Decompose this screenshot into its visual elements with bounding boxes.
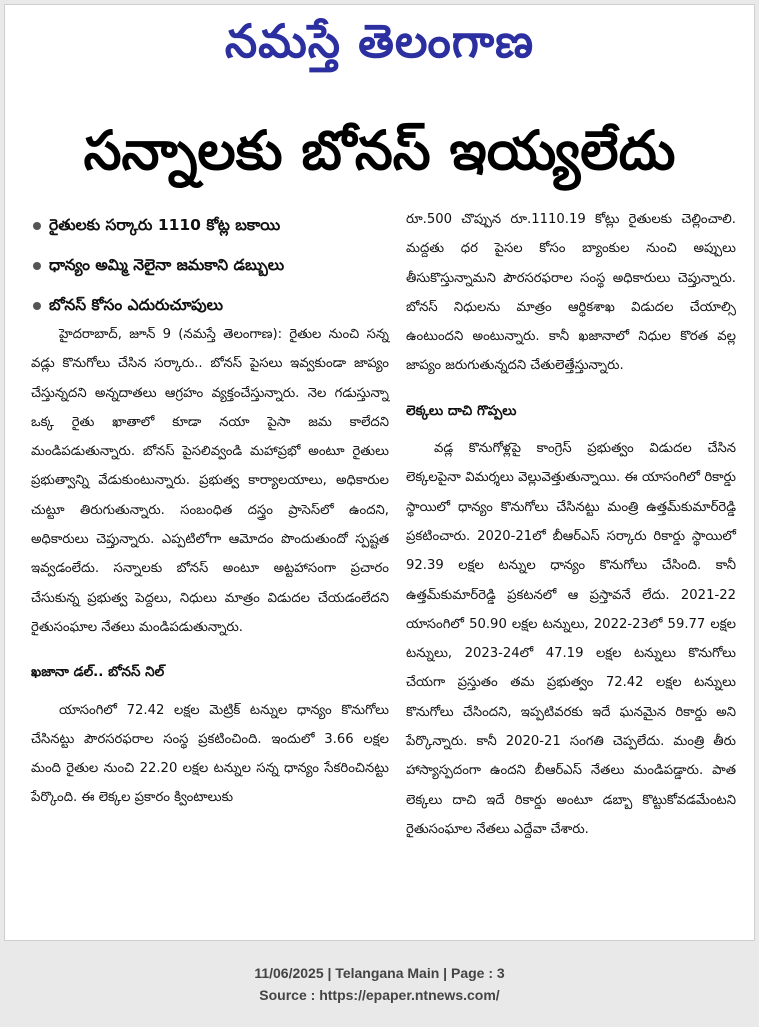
edition-info: 11/06/2025 | Telangana Main | Page : 3 xyxy=(254,965,505,981)
body-paragraph: వడ్ల కొనుగోళ్లపై కాంగ్రెస్ ప్రభుత్వం విడుదల చేసిన లెక్కలపైనా విమర్శలు వెల్లువెత్తుతున్నాయి. ఈ యాసంగిలో రికార్డు స్థాయిలో ధాన్యం కొనుగోలు చేసినట్టు మంత్రి ఉత్తమ్‌కుమార్‌రెడ్డి ప్రకటించారు. 2020-21లో బీఆర్‌ఎస్ సర్కారు రికార్డు స్థాయిలో 92.39 లక్షల టన్నుల ధాన్యం కొనుగోలు చేసింది. కానీ ఉత్తమ్‌కుమార్‌రెడ్డి ప్రకటనలో ఆ ప్రస్తావనే లేదు. 2021-22 యాసంగిలో 50.90 లక్షల టన్నులు, 2022-23లో 59.77 లక్షల టన్నులు, 2023-24లో 47.19 లక్షల టన్నులు కొనుగోలు చేయగా ప్రస్తుతం తమ ప్రభుత్వం 72.42 లక్షల టన్నులు కొనుగోలు చేసిందని, ఇప్పటివరకు ఇదే ఘనమైన రికార్డు అని పేర్కొన్నారు. కానీ 2020-21 సంగతి చెప్పలేదు. మంత్రి తీరు హాస్యాస్పదంగా ఉందని బీఆర్‌ఎస్ నేతలు మండిపడ్డారు. పాత లెక్కలు దాచి ఇదే రికార్డు అంటూ డబ్బా కొట్టుకోవడమేంటని రైతుసంఘాల నేతలు ఎద్దేవా చేశారు. xyxy=(406,441,736,837)
bullet-dot-icon xyxy=(33,222,41,230)
bullet-text: రైతులకు సర్కారు 1110 కోట్ల బకాయి xyxy=(49,216,281,234)
body-paragraph: యాసంగిలో 72.42 లక్షల మెట్రిక్ టన్నుల ధాన్యం కొనుగోలు చేసినట్టు పౌరసరఫరాల సంస్థ ప్రకటించింది. ఇందులో 3.66 లక్షల మంది రైతుల నుంచి 22.20 లక్షల టన్నుల సన్న ధాన్యం సేకరించినట్టు పేర్కొంది. ఈ లెక్కల ప్రకారం క్వింటాలుకు xyxy=(31,702,389,806)
highlight-bullets xyxy=(33,205,399,325)
bullet-text: బోనస్ కోసం ఎదురుచూపులు xyxy=(49,296,223,314)
bullet-text: ధాన్యం అమ్మి నెలైనా జమకాని డబ్బులు xyxy=(49,256,285,274)
bullet-item xyxy=(33,205,399,245)
body-paragraph: రూ.500 చొప్పున రూ.1110.19 కోట్లు రైతులకు చెల్లించాలి. మద్దతు ధర పైసల కోసం బ్యాంకుల నుంచి అప్పులు తీసుకొస్తున్నామని పౌరసరఫరాల సంస్థ అధికారులు చెప్తున్నారు. బోనస్ నిధులను మాత్రం ఆర్థికశాఖ విడుదల చేయాల్సి ఉంటుందని అంటున్నారు. కానీ ఖజానాలో నిధుల కొరత వల్ల జాప్యం జరుగుతున్నదని చేతులెత్తేస్తున్నారు. xyxy=(406,212,736,374)
source-link[interactable]: Source : https://epaper.ntnews.com/ xyxy=(259,987,500,1003)
article-clipping xyxy=(4,4,755,941)
newspaper-masthead: నమస్తే తెలంగాణ xyxy=(224,14,535,68)
right-column xyxy=(406,205,736,844)
section-subhead: ఖజానా డల్.. బోనస్ నిల్ xyxy=(31,664,165,681)
page-footer xyxy=(0,962,759,1006)
bullet-dot-icon xyxy=(33,262,41,270)
article-headline: సన్నాలకు బోనస్ ఇయ్యలేదు xyxy=(83,119,676,182)
bullet-dot-icon xyxy=(33,302,41,310)
bullet-item xyxy=(33,245,399,285)
body-paragraph: హైదరాబాద్, జూన్ 9 (నమస్తే తెలంగాణ): రైతుల నుంచి సన్న వడ్లు కొనుగోలు చేసిన సర్కారు.. బోనస్ పైసలు ఇవ్వకుండా జాప్యం చేస్తున్నదని అన్నదాతలు ఆగ్రహం వ్యక్తంచేస్తున్నారు. నెల గడుస్తున్నా ఒక్క రైతు ఖాతాలో కూడా నయా పైసా జమ కాలేదని మండిపడుతున్నారు. బోనస్ పైసలివ్వండి మహాప్రభో అంటూ రైతులు ప్రభుత్వాన్ని వేడుకుంటున్నారు. ప్రభుత్వ కార్యాలయాలు, అధికారుల చుట్టూ తిరుగుతున్నారు. సంబంధిత దస్త్రం ప్రాసెస్‌లో ఉందని, అధికారులు చెప్తున్నారు. ఎప్పటిలోగా ఆమోదం పొందుతుందో స్పష్టత ఇవ్వడంలేదు. సన్నాలకు బోనస్ అంటూ అట్టహాసంగా ప్రచారం చేసుకున్న ప్రభుత్వ పెద్దలు, నిధులు మాత్రం విడుదల చేయడంలేదని రైతుసంఘాల నేతలు మండిపడుతున్నారు. xyxy=(31,327,389,635)
left-column xyxy=(31,320,389,813)
bullet-item xyxy=(33,285,399,325)
section-subhead: లెక్కలు దాచి గొప్పలు xyxy=(406,402,517,419)
